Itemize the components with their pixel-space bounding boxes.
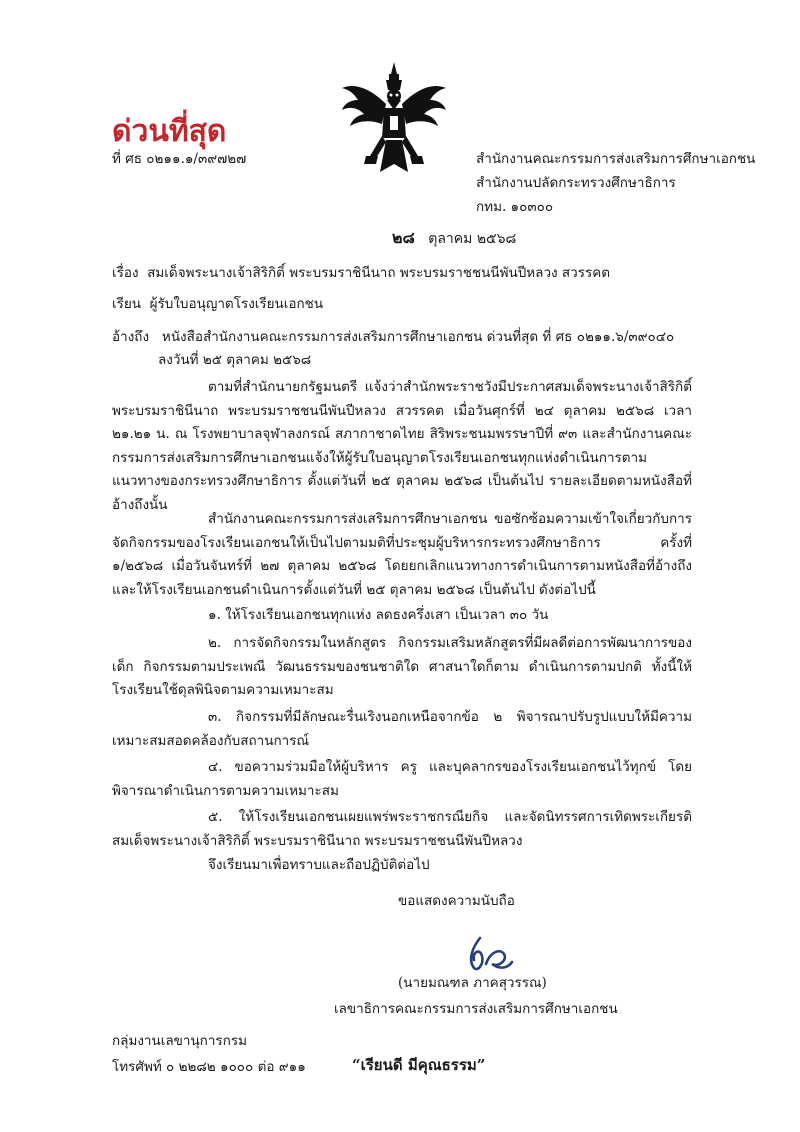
urgency-label: ด่วนที่สุด (112, 114, 227, 149)
item-1-text: ๑. ให้โรงเรียนเอกชนทุกแห่ง ลดธงครึ่งเสา เป็นเวลา ๓๐ วัน (208, 607, 549, 623)
date-month-year: ตุลาคม ๒๕๖๘ (428, 231, 517, 247)
addressee-line (112, 293, 323, 316)
footer-department: กลุ่มงานเลขานุการกรม (112, 1033, 247, 1049)
reference-text: หนังสือสำนักงานคณะกรรมการส่งเสริมการศึกษาเอกชน ด่วนที่สุด ที่ ศธ ๐๒๑๑.๖/๓๙๐๔๐ (161, 329, 675, 345)
item-4-text: ๔. ขอความร่วมมือให้ผู้บริหาร ครู และบุคลากรของโรงเรียนเอกชนไว้ทุกข์ โดยพิจารณาดำเนินการตามความเหมาะสม (112, 759, 692, 799)
reference-line1 (112, 326, 674, 349)
footer-motto: “เรียนดี มีคุณธรรม” (352, 1056, 486, 1074)
item-3 (112, 706, 692, 753)
office-line3: กทม. ๑๐๓๐๐ (476, 199, 554, 215)
office-line1: สำนักงานคณะกรรมการส่งเสริมการศึกษาเอกชน (476, 151, 756, 167)
handwritten-signature-icon (462, 934, 514, 974)
garuda-emblem-icon (336, 60, 452, 178)
item-5-text: ๕. ให้โรงเรียนเอกชนเผยแพร่พระราชกรณียกิจ และจัดนิทรรศการเทิดพระเกียรติ สมเด็จพระนางเจ้าสิริกิติ์ พระบรมราชินีนาถ พระบรมราชชนนีพันปีหลวง (112, 809, 692, 849)
paragraph-1-text: ตามที่สำนักนายกรัฐมนตรี แจ้งว่าสำนักพระราชวังมีประกาศสมเด็จพระนางเจ้าสิริกิติ์ พระบรมราชินีนาถ พระบรมราชชนนีพันปีหลวง สวรรคต เมื่อวันศุกร์ที่ ๒๔ ตุลาคม ๒๕๖๘ เวลา ๒๑.๒๑ น. ณ โรงพยาบาลจุฬาลงกรณ์ สภากาชาดไทย สิริพระชนมพรรษาปีที่ ๙๓ และสำนักงานคณะกรรมการส่งเสริมการศึกษาเอกชนแจ้งให้ผู้รับใบอนุญาตโรงเรียนเอกชนทุกแห่งดำเนินการตามแนวทางของกระทรวงศึกษาธิการ ตั้งแต่วันที่ ๒๕ ตุลาคม ๒๕๖๘ เป็นต้นไป รายละเอียดตามหนังสือที่อ้างถึงนั้น (112, 379, 692, 513)
paragraph-2 (112, 508, 692, 602)
signer-name: (นายมณฑล ภาคสุวรรณ) (398, 975, 547, 991)
doc-number: ที่ ศธ ๐๒๑๑.๑/๓๙๗๒๗ (112, 151, 247, 167)
reference-label: อ้างถึง (112, 329, 150, 345)
item-2 (112, 632, 692, 703)
document-date (392, 226, 516, 251)
paragraph-2-text: สำนักงานคณะกรรมการส่งเสริมการศึกษาเอกชน ขอซักซ้อมความเข้าใจเกี่ยวกับการจัดกิจกรรมของโรงเรียนเอกชนให้เป็นไปตามมติที่ประชุมผู้บริหารกระทรวงศึกษาธิการ ครั้งที่ ๑/๒๕๖๘ เมื่อวันจันทร์ที่ ๒๗ ตุลาคม ๒๕๖๘ โดยยกเลิกแนวทางการดำเนินการตามหนังสือที่อ้างถึง และให้โรงเรียนเอกชนดำเนินการตั้งแต่วันที่ ๒๕ ตุลาคม ๒๕๖๘ เป็นต้นไป ดังต่อไปนี้ (112, 511, 692, 598)
footer-phone: โทรศัพท์ ๐ ๒๒๘๒ ๑๐๐๐ ต่อ ๙๑๑ (112, 1059, 306, 1075)
regards: ขอแสดงความนับถือ (398, 893, 515, 909)
closing-line: จึงเรียนมาเพื่อทราบและถือปฏิบัติต่อไป (208, 857, 430, 873)
item-3-text: ๓. กิจกรรมที่มีลักษณะรื่นเริงนอกเหนือจากข้อ ๒ พิจารณาปรับรูปแบบให้มีความเหมาะสมสอดคล้องกับสถานการณ์ (112, 709, 692, 749)
date-day: ๒๘ (392, 228, 415, 247)
office-line2: สำนักงานปลัดกระทรวงศึกษาธิการ (476, 175, 676, 191)
item-2-text: ๒. การจัดกิจกรรมในหลักสูตร กิจกรรมเสริมหลักสูตรที่มีผลดีต่อการพัฒนาการของเด็ก กิจกรรมตามประเพณี วัฒนธรรมของชนชาติใด ศาสนาใดก็ตาม ดำเนินการตามปกติ ทั้งนี้ให้โรงเรียนใช้ดุลพินิจตามความเหมาะสม (112, 635, 692, 698)
addressee-text: ผู้รับใบอนุญาตโรงเรียนเอกชน (149, 296, 324, 312)
item-1 (112, 604, 692, 628)
item-5 (112, 806, 692, 853)
signer-position: เลขาธิการคณะกรรมการส่งเสริมการศึกษาเอกชน (334, 1001, 618, 1017)
addressee-label: เรียน (112, 296, 142, 312)
subject-line (112, 262, 610, 285)
subject-label: เรื่อง (112, 265, 139, 281)
item-4 (112, 756, 692, 803)
reference-line2: ลงวันที่ ๒๕ ตุลาคม ๒๕๖๘ (158, 352, 312, 368)
subject-text: สมเด็จพระนางเจ้าสิริกิติ์ พระบรมราชินีนาถ พระบรมราชชนนีพันปีหลวง สวรรคต (147, 265, 611, 281)
paragraph-1 (112, 376, 692, 517)
